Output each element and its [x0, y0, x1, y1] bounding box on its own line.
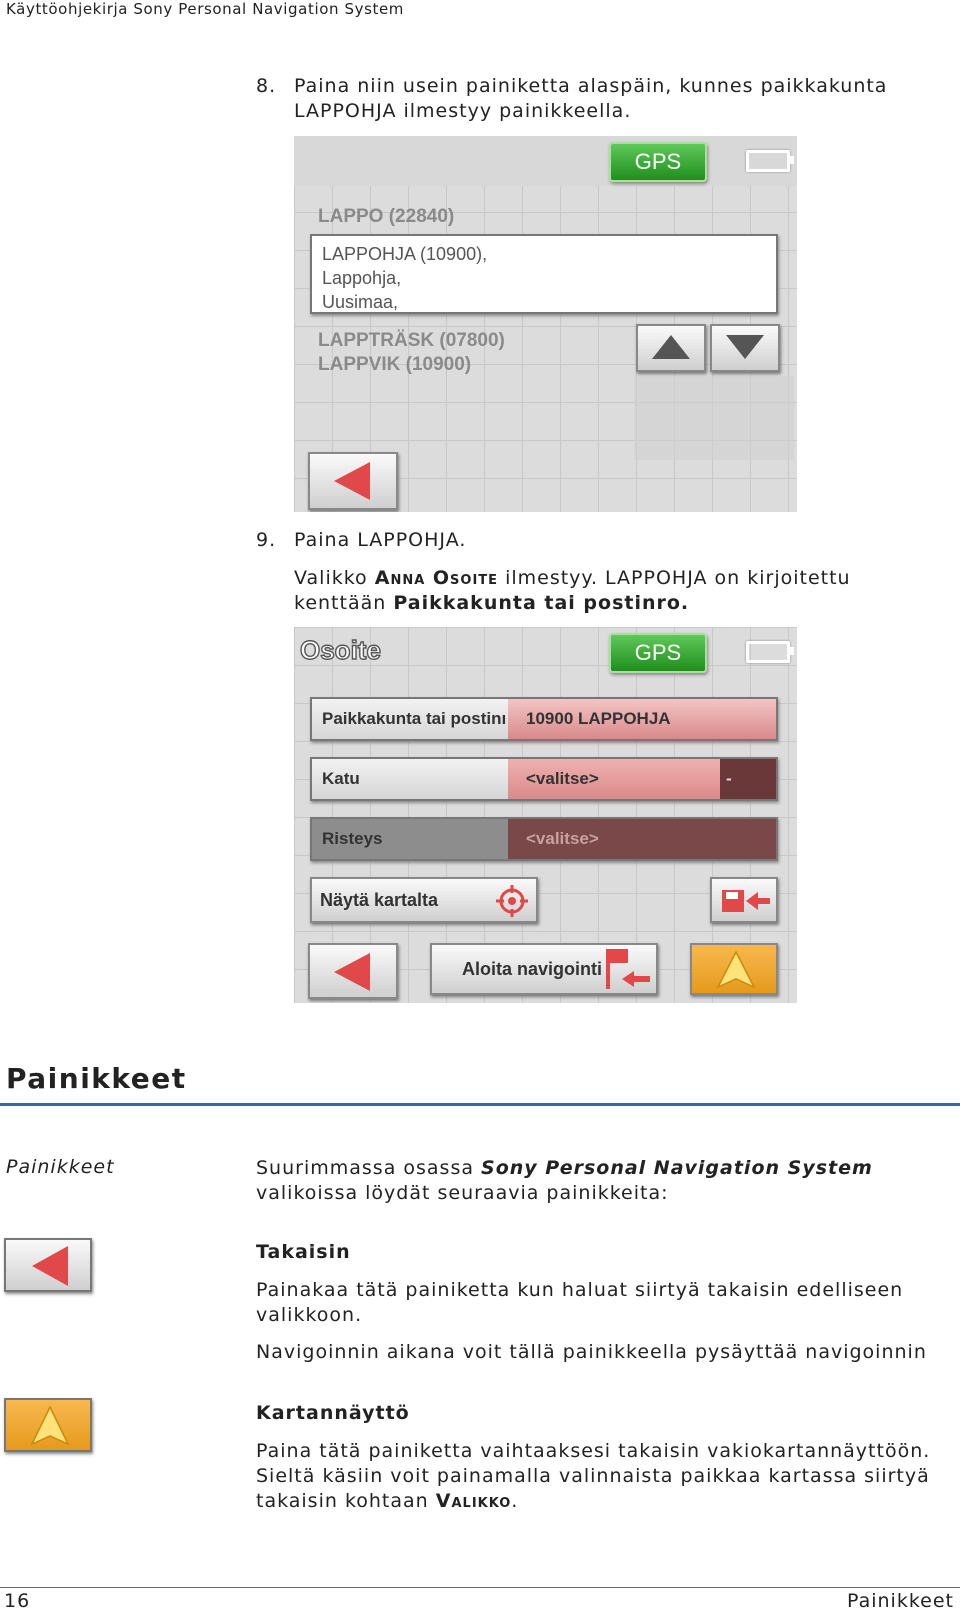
step-9-detail — [294, 566, 851, 616]
step-text-line1: Paina niin usein painiketta alaspäin, kunnes paikkakunta — [294, 75, 888, 97]
flag-arrow-icon — [602, 947, 654, 993]
text: valikoissa löydät seuraavia painikkeita: — [256, 1182, 669, 1204]
text: kenttään — [294, 592, 387, 614]
button-label: Näytä kartalta — [320, 889, 439, 910]
step-number: 8. — [256, 75, 277, 97]
menu-name: Anna Osoite — [374, 567, 499, 589]
scroll-down-button[interactable] — [710, 324, 780, 372]
list-item[interactable]: LAPPTRÄSK (07800) — [318, 330, 505, 351]
step-8 — [256, 74, 887, 124]
text: . — [511, 1490, 519, 1512]
arrow-down-icon — [724, 333, 766, 361]
start-navigation-button[interactable] — [430, 943, 658, 995]
side-label: Painikkeet — [6, 1156, 115, 1178]
battery-icon — [746, 641, 790, 663]
street-field[interactable] — [310, 757, 778, 801]
step-text-line2: LAPPOHJA ilmestyy painikkeella. — [294, 100, 632, 122]
screenshot-city-list — [294, 136, 797, 512]
section-title: Painikkeet — [6, 1062, 187, 1095]
step-text-line1: Paina LAPPOHJA. — [294, 529, 467, 551]
field-label: Katu — [322, 769, 360, 788]
navigation-arrow-icon — [716, 951, 756, 989]
text: ilmestyy. LAPPOHJA on kirjoitettu — [505, 567, 851, 589]
text: Valikko — [294, 567, 368, 589]
intro-paragraph — [256, 1156, 873, 1206]
page-number: 16 — [4, 1590, 31, 1612]
text: Paina tätä painiketta vaihtaaksesi takaisin vakiokartannäyttöön. — [256, 1440, 931, 1462]
navigation-arrow-icon — [30, 1406, 70, 1446]
field-value: 10900 LAPPOHJA — [508, 699, 776, 739]
text: takaisin kohtaan — [256, 1490, 429, 1512]
list-item[interactable]: LAPPO (22840) — [318, 206, 455, 227]
step-number: 9. — [256, 529, 277, 551]
back-button[interactable] — [308, 943, 398, 999]
city-field[interactable] — [310, 697, 778, 741]
field-name: Paikkakunta tai postinro. — [393, 592, 690, 614]
list-item[interactable]: LAPPVIK (10900) — [318, 354, 472, 375]
text: Sieltä käsiin voit painamalla valinnaista paikkaa kartassa siirtyä — [256, 1465, 930, 1487]
save-favourite-button[interactable] — [710, 877, 778, 923]
battery-icon — [746, 150, 790, 172]
section-rule — [0, 1103, 960, 1106]
map-view-button[interactable] — [690, 943, 778, 995]
selected-list-item[interactable] — [310, 234, 778, 314]
product-name: Sony Personal Navigation System — [481, 1157, 873, 1179]
document-header: Käyttöohjekirja Sony Personal Navigation System — [6, 0, 404, 18]
field-label: Risteys — [322, 829, 383, 848]
scroll-up-button[interactable] — [636, 324, 706, 372]
back-button[interactable] — [308, 452, 398, 510]
selected-line: Lappohja, — [322, 268, 402, 288]
back-arrow-icon — [332, 953, 372, 991]
selected-line: Uusimaa, — [322, 292, 399, 312]
back-heading: Takaisin — [256, 1241, 351, 1263]
show-on-map-button[interactable] — [310, 877, 538, 923]
footer-rule — [0, 1587, 960, 1588]
field-label: Paikkakunta tai postinı — [322, 709, 507, 728]
gps-indicator: GPS — [609, 633, 707, 673]
crossing-field[interactable] — [310, 817, 778, 861]
footer-section: Painikkeet — [846, 1590, 954, 1612]
crosshair-icon — [496, 885, 528, 917]
screen-title: Osoite — [300, 635, 381, 665]
map-view-button-illustration — [4, 1398, 92, 1452]
back-navigation-note: Navigoinnin aikana voit tällä painikkeella pysäyttää navigoinnin — [256, 1341, 927, 1363]
back-description: Painakaa tätä painiketta kun haluat siirtyä takaisin edelliseen valikkoon. — [256, 1279, 904, 1326]
back-button-illustration — [4, 1238, 92, 1292]
arrow-up-icon — [650, 333, 692, 361]
back-arrow-icon — [332, 462, 372, 500]
screenshot-address-menu — [294, 627, 797, 1003]
back-arrow-icon — [30, 1246, 70, 1286]
step-9 — [256, 528, 466, 553]
house-number-field[interactable]: - — [720, 759, 776, 799]
gps-indicator: GPS — [609, 142, 707, 182]
selected-line: LAPPOHJA (10900), — [322, 244, 488, 264]
text: Suurimmassa osassa — [256, 1157, 474, 1179]
menu-name: Valikko — [435, 1490, 512, 1512]
map-heading: Kartannäyttö — [256, 1402, 410, 1424]
map-description — [256, 1439, 956, 1514]
field-value: <valitse> — [508, 759, 720, 799]
save-arrow-icon — [720, 886, 772, 916]
field-value: <valitse> — [508, 819, 776, 859]
button-label: Aloita navigointi — [462, 958, 603, 979]
